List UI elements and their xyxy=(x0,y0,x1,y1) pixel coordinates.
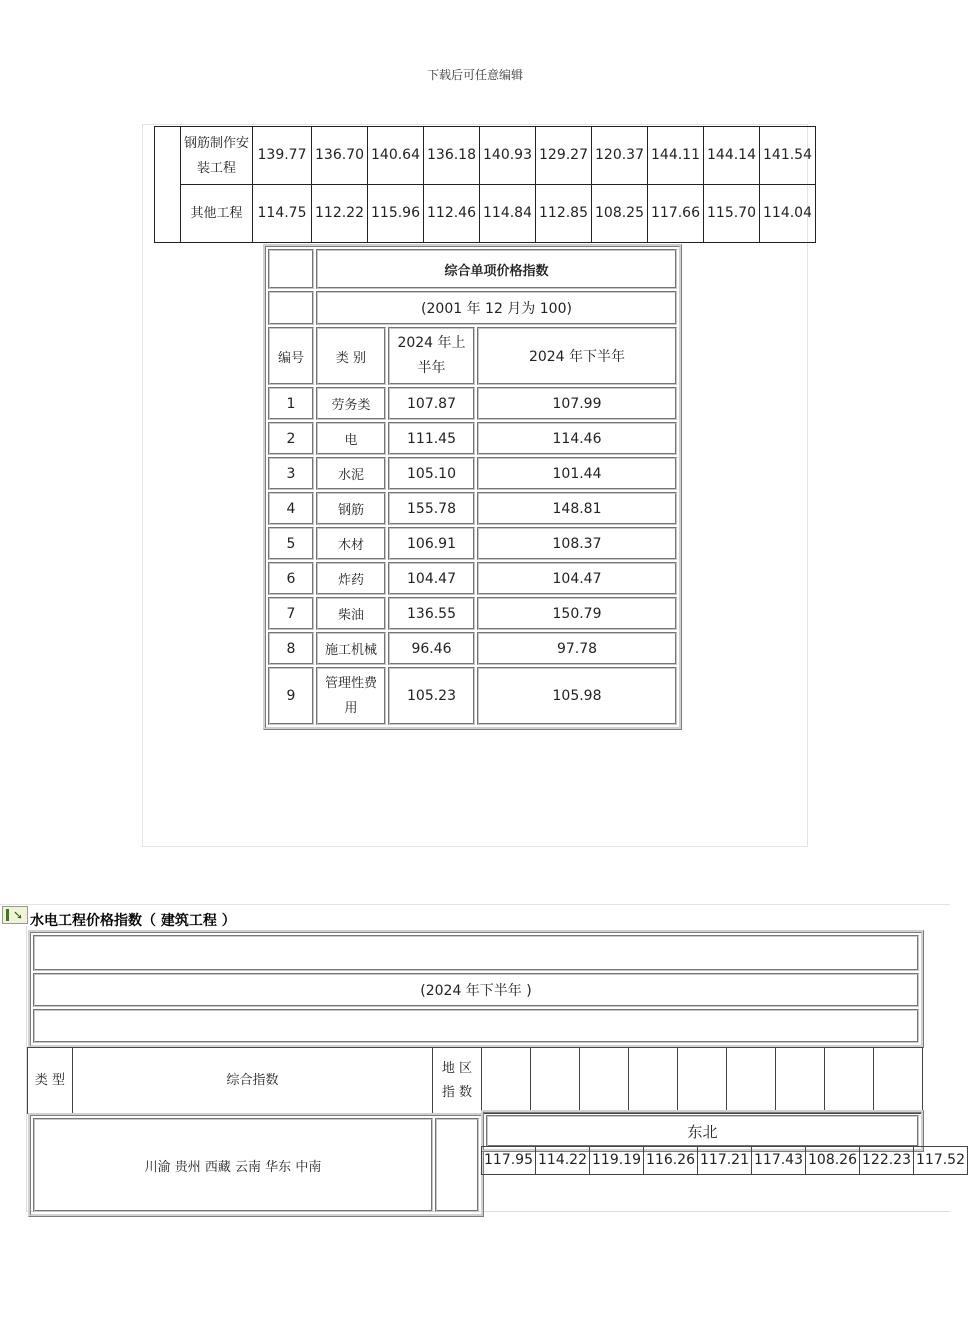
table-cell: 144.11 xyxy=(648,127,704,185)
row-label: 钢筋制作安装工程 xyxy=(181,127,253,185)
table-cell-empty xyxy=(678,1048,727,1114)
table-row xyxy=(33,935,919,971)
table-cell-empty xyxy=(874,1048,923,1114)
table-row xyxy=(268,632,677,665)
table-cell: 108.26 xyxy=(806,1147,860,1175)
table-cell-empty xyxy=(580,1048,629,1114)
row-label: 其他工程 xyxy=(181,185,253,243)
table-cell: 115.96 xyxy=(368,185,424,243)
column-header: 2024 年上半年 xyxy=(388,327,475,385)
table-cell: 114.46 xyxy=(477,422,677,455)
table-cell: 155.78 xyxy=(388,492,475,525)
table-row xyxy=(268,562,677,595)
table-cell: 劳务类 xyxy=(316,387,386,420)
table-cell: 114.84 xyxy=(480,185,536,243)
table-cell: 112.46 xyxy=(424,185,480,243)
table-cell: 136.55 xyxy=(388,597,475,630)
table-cell: 117.43 xyxy=(752,1147,806,1175)
table-cell: 96.46 xyxy=(388,632,475,665)
table-cell-empty xyxy=(727,1048,776,1114)
table-cell: 105.98 xyxy=(477,667,677,725)
table-cell: 148.81 xyxy=(477,492,677,525)
table-cell: 136.70 xyxy=(312,127,368,185)
table-cell: 4 xyxy=(268,492,314,525)
column-header: 类 型 xyxy=(28,1048,73,1114)
table-cell: 150.79 xyxy=(477,597,677,630)
page-header: 下载后可任意编辑 xyxy=(426,68,523,82)
column-header: 类 别 xyxy=(316,327,386,385)
table-cell-empty xyxy=(435,1118,479,1212)
table-row xyxy=(33,1009,919,1043)
table-subtitle: (2001 年 12 月为 100) xyxy=(316,291,677,325)
table-cell-empty xyxy=(33,935,919,971)
column-header: 2024 年下半年 xyxy=(477,327,677,385)
table-cell: 9 xyxy=(268,667,314,725)
table-title: 综合单项价格指数 xyxy=(316,249,677,289)
table-cell: 117.95 xyxy=(482,1147,536,1175)
table-cell: 1 xyxy=(268,387,314,420)
hydropower-index-header-table xyxy=(28,930,924,1048)
table-row xyxy=(268,597,677,630)
table-cell: 116.26 xyxy=(644,1147,698,1175)
table-cell: 140.64 xyxy=(368,127,424,185)
table-cell: 柴油 xyxy=(316,597,386,630)
hydropower-columns-table xyxy=(27,1047,923,1114)
table-cell: 117.21 xyxy=(698,1147,752,1175)
table-cell: 水泥 xyxy=(316,457,386,490)
engineering-index-table-continued xyxy=(154,126,816,243)
table-row xyxy=(482,1147,968,1175)
table-cell: 管理性费用 xyxy=(316,667,386,725)
table-cell: 141.54 xyxy=(760,127,816,185)
table-cell: 104.47 xyxy=(388,562,475,595)
table-row xyxy=(33,973,919,1007)
table-cell: 111.45 xyxy=(388,422,475,455)
table-cell: 115.70 xyxy=(704,185,760,243)
table-cell: 114.22 xyxy=(536,1147,590,1175)
table-cell: 6 xyxy=(268,562,314,595)
table-cell-empty xyxy=(825,1048,874,1114)
table-cell: 施工机械 xyxy=(316,632,386,665)
table-cell: 112.85 xyxy=(536,185,592,243)
table-cell: 122.23 xyxy=(860,1147,914,1175)
table-cell: 5 xyxy=(268,527,314,560)
table-cell: 144.14 xyxy=(704,127,760,185)
table-row xyxy=(268,667,677,725)
table-cell-empty xyxy=(268,291,314,325)
table-cell: 108.37 xyxy=(477,527,677,560)
table-row xyxy=(268,527,677,560)
table-cell: 8 xyxy=(268,632,314,665)
regions-table xyxy=(28,1113,484,1217)
column-header: 综合指数 xyxy=(73,1048,433,1114)
table-cell-empty xyxy=(155,127,181,243)
table-cell: 钢筋 xyxy=(316,492,386,525)
period-label: (2024 年下半年 ) xyxy=(33,973,919,1007)
table-row xyxy=(486,1115,919,1147)
table-cell-empty xyxy=(268,249,314,289)
table-row xyxy=(268,291,677,325)
table-cell: 106.91 xyxy=(388,527,475,560)
table-cell: 112.22 xyxy=(312,185,368,243)
table-cell: 104.47 xyxy=(477,562,677,595)
table-cell: 114.04 xyxy=(760,185,816,243)
table-cell: 136.18 xyxy=(424,127,480,185)
table-cell: 木材 xyxy=(316,527,386,560)
table-cell: 2 xyxy=(268,422,314,455)
table-header-row xyxy=(28,1048,923,1114)
table-cell: 139.77 xyxy=(253,127,312,185)
table-cell: 120.37 xyxy=(592,127,648,185)
table-row xyxy=(268,249,677,289)
table-row xyxy=(268,422,677,455)
expand-arrow-icon[interactable]: ➘ xyxy=(2,906,28,924)
table-cell: 107.99 xyxy=(477,387,677,420)
table-cell: 119.19 xyxy=(590,1147,644,1175)
table-row xyxy=(268,492,677,525)
table-cell: 129.27 xyxy=(536,127,592,185)
table-cell-empty xyxy=(482,1048,531,1114)
table-cell-empty xyxy=(531,1048,580,1114)
table-row xyxy=(33,1118,479,1212)
region-values-table xyxy=(481,1146,968,1175)
table-cell: 114.75 xyxy=(253,185,312,243)
table-cell: 117.52 xyxy=(914,1147,968,1175)
table-cell: 105.10 xyxy=(388,457,475,490)
table-cell-empty xyxy=(629,1048,678,1114)
table-cell-empty xyxy=(776,1048,825,1114)
regions-text: 川渝 贵州 西藏 云南 华东 中南 xyxy=(33,1118,433,1212)
table-row xyxy=(268,387,677,420)
table-row xyxy=(155,185,816,243)
table-cell-empty xyxy=(33,1009,919,1043)
composite-price-index-table xyxy=(263,244,682,730)
region-head: 东北 xyxy=(486,1115,919,1147)
column-header: 编号 xyxy=(268,327,314,385)
table-cell: 117.66 xyxy=(648,185,704,243)
table-cell: 105.23 xyxy=(388,667,475,725)
table-header-row xyxy=(268,327,677,385)
column-header: 地 区 指 数 xyxy=(433,1048,482,1114)
table-cell: 101.44 xyxy=(477,457,677,490)
table-cell: 108.25 xyxy=(592,185,648,243)
table-cell: 电 xyxy=(316,422,386,455)
table-row xyxy=(155,127,816,185)
section-title: 水电工程价格指数（ 建筑工程 ） xyxy=(30,913,236,929)
table-cell: 97.78 xyxy=(477,632,677,665)
table-cell: 107.87 xyxy=(388,387,475,420)
table-cell: 炸药 xyxy=(316,562,386,595)
table-cell: 3 xyxy=(268,457,314,490)
table-row xyxy=(268,457,677,490)
table-cell: 7 xyxy=(268,597,314,630)
table-cell: 140.93 xyxy=(480,127,536,185)
